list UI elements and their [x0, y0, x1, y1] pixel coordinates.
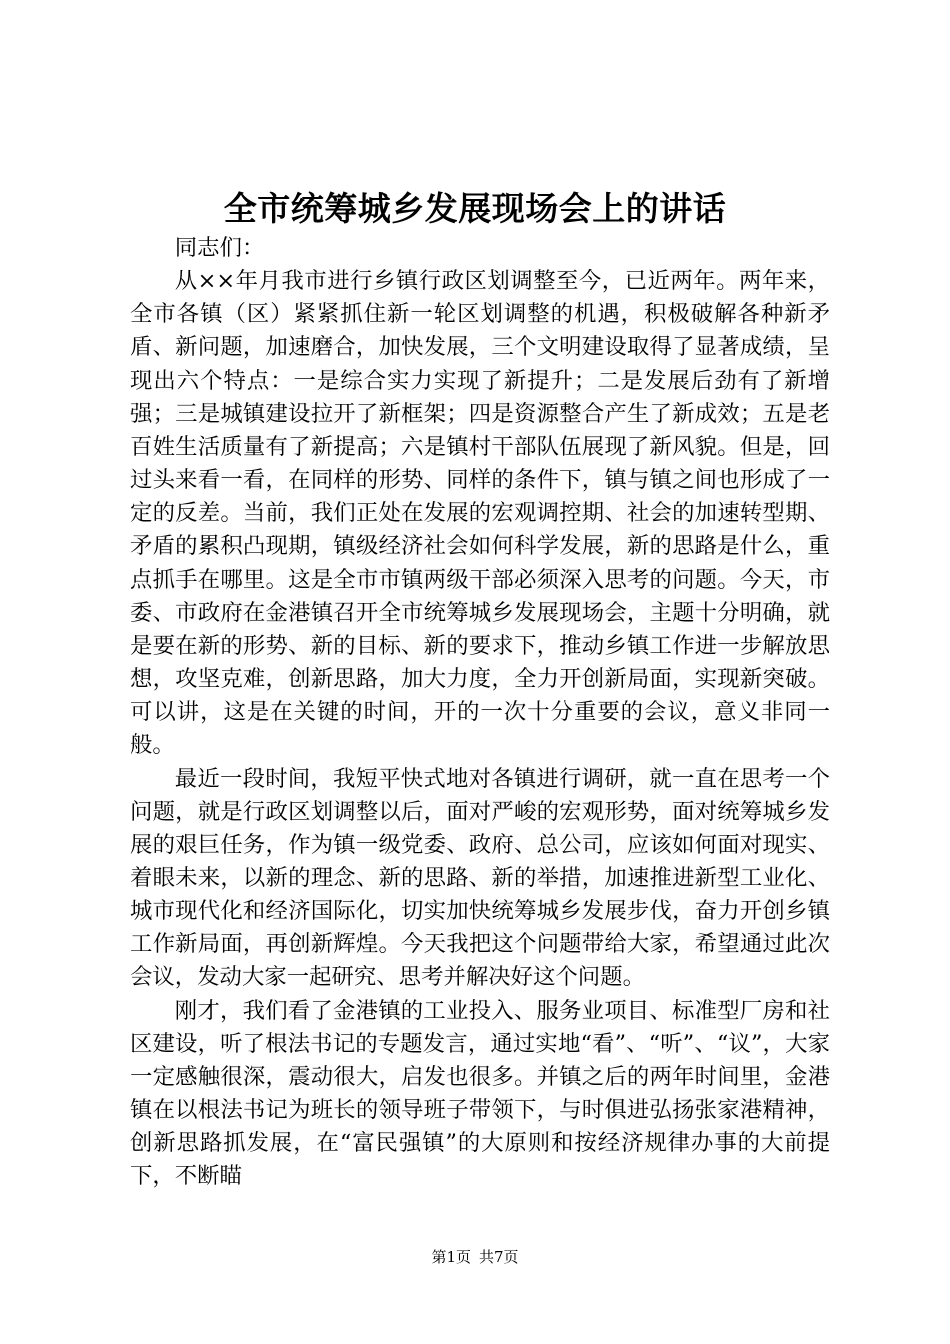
document-title: 全市统筹城乡发展现场会上的讲话	[223, 189, 727, 228]
paragraph: 刚才，我们看了金港镇的工业投入、服务业项目、标准型厂房和社区建设，听了根法书记的专题发言，通过实地“看”、“听”、“议”，大家一定感触很深，震动很大，启发也很多。并镇之后的两年时间里，金港镇在以根法书记为班长的领导班子带领下，与时俱进弘扬张家港精神，创新思路抓发展，在“富民强镇”的大原则和按经济规律办事的大前提下，不断瞄	[130, 997, 830, 1190]
page-number: 第1页	[431, 1248, 471, 1266]
paragraph: 从××年月我市进行乡镇行政区划调整至今，已近两年。两年来，全市各镇（区）紧紧抓住新一轮区划调整的机遇，积极破解各种新矛盾、新问题，加速磨合，加快发展，三个文明建设取得了显著成绩，呈现出六个特点：一是综合实力实现了新提升；二是发展后劲有了新增强；三是城镇建设拉开了新框架；四是资源整合产生了新成效；五是老百姓生活质量有了新提高；六是镇村干部队伍展现了新风貌。但是，回过头来看一看，在同样的形势、同样的条件下，镇与镇之间也形成了一定的反差。当前，我们正处在发展的宏观调控期、社会的加速转型期、矛盾的累积凸现期，镇级经济社会如何科学发展，新的思路是什么，重点抓手在哪里。这是全市市镇两级干部必须深入思考的问题。今天，市委、市政府在金港镇召开全市统筹城乡发展现场会，主题十分明确，就是要在新的形势、新的目标、新的要求下，推动乡镇工作进一步解放思想，攻坚克难，创新思路，加大力度，全力开创新局面，实现新突破。可以讲，这是在关键的时间，开的一次十分重要的会议，意义非同一般。	[130, 268, 830, 759]
document-body	[130, 232, 830, 1194]
page-footer	[0, 1246, 950, 1268]
salutation: 同志们：	[174, 235, 265, 261]
paragraph: 最近一段时间，我短平快式地对各镇进行调研，就一直在思考一个问题，就是行政区划调整以后，面对严峻的宏观形势，面对统筹城乡发展的艰巨任务，作为镇一级党委、政府、总公司，应该如何面对现实、着眼未来，以新的理念、新的思路、新的举措，加速推进新型工业化、城市现代化和经济国际化，切实加快统筹城乡发展步伐，奋力开创乡镇工作新局面，再创新辉煌。今天我把这个问题带给大家，希望通过此次会议，发动大家一起研究、思考并解决好这个问题。	[130, 765, 830, 991]
page-total: 共7页	[479, 1248, 519, 1266]
